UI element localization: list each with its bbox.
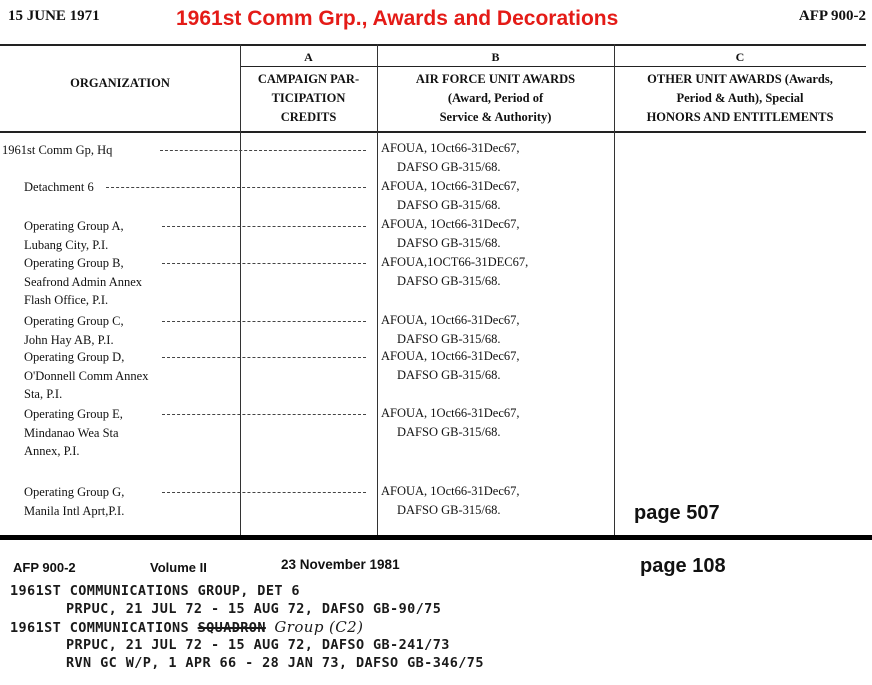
award-line: AFOUA, 1Oct66-31Dec67,	[381, 179, 520, 193]
table-row-award	[381, 482, 520, 520]
header-line: OTHER UNIT AWARDS (Awards,	[647, 72, 833, 86]
column-header-organization: ORGANIZATION	[70, 76, 170, 90]
award-line: AFOUA, 1Oct66-31Dec67,	[381, 406, 520, 420]
org-line: Operating Group A,	[24, 219, 124, 233]
award-line: AFOUA,1OCT66-31DEC67,	[381, 255, 529, 269]
header-line: (Award, Period of	[447, 91, 544, 105]
handwritten-correction: Group (C2)	[274, 618, 364, 636]
table-row-organization	[24, 348, 148, 404]
table-row-organization	[24, 217, 124, 254]
org-line: Annex, P.I.	[24, 444, 80, 458]
table-row-organization	[2, 141, 112, 160]
table-row-award	[381, 311, 520, 349]
lower-document-id: AFP 900-2	[13, 560, 76, 575]
document-id: AFP 900-2	[798, 8, 866, 24]
table-row-organization	[24, 254, 142, 310]
leader-dots	[162, 321, 366, 322]
column-header-b	[377, 70, 614, 127]
leader-dots	[162, 226, 366, 227]
leader-dots	[160, 150, 366, 151]
column-letter-b: B	[491, 50, 500, 64]
award-line: AFOUA, 1Oct66-31Dec67,	[381, 313, 520, 327]
org-line: Manila Intl Aprt,P.I.	[24, 503, 125, 518]
award-line: DAFSO GB-315/68.	[397, 425, 501, 439]
table-row-organization	[24, 312, 124, 349]
org-line: Detachment 6	[24, 180, 94, 194]
table-row-award	[381, 347, 520, 385]
org-line: Sta, P.I.	[24, 387, 63, 401]
column-letter-a: A	[304, 50, 313, 64]
header-line: Period & Auth), Special	[676, 91, 804, 105]
table-row-award	[381, 139, 520, 177]
award-line: AFOUA, 1Oct66-31Dec67,	[381, 349, 520, 363]
award-line: AFOUA, 1Oct66-31Dec67,	[381, 217, 520, 231]
header-line: TICIPATION	[271, 91, 346, 105]
header-line: AIR FORCE UNIT AWARDS	[415, 72, 576, 86]
table-row-organization	[24, 405, 123, 461]
leader-dots	[162, 357, 366, 358]
org-line: O'Donnell Comm Annex	[24, 368, 149, 383]
table-row-organization	[24, 178, 94, 197]
leader-dots	[162, 263, 366, 264]
award-line: DAFSO GB-315/68.	[397, 368, 501, 382]
entry-line	[10, 618, 363, 637]
award-line: DAFSO GB-315/68.	[397, 274, 501, 288]
org-line: Flash Office, P.I.	[24, 293, 109, 307]
lower-date: 23 November 1981	[281, 557, 400, 572]
org-line: Mindanao Wea Sta	[24, 425, 119, 440]
table-row-award	[381, 404, 520, 442]
award-line: DAFSO GB-315/68.	[397, 236, 501, 250]
header-line: Service & Authority)	[439, 110, 552, 124]
section-divider	[0, 535, 872, 540]
page-number-label: page 507	[634, 502, 720, 524]
table-row-award	[381, 215, 520, 253]
entry-line: PRPUC, 21 JUL 72 - 15 AUG 72, DAFSO GB-241/73	[66, 637, 450, 653]
page-number-label: page 108	[640, 555, 726, 577]
org-line: Lubang City, P.I.	[24, 237, 109, 252]
award-line: DAFSO GB-315/68.	[397, 503, 501, 517]
leader-dots	[162, 414, 366, 415]
document-date: 15 JUNE 1971	[8, 8, 100, 24]
award-line: AFOUA, 1Oct66-31Dec67,	[381, 484, 520, 498]
header-line: HONORS AND ENTITLEMENTS	[646, 110, 834, 124]
org-line: 1961st Comm Gp, Hq	[2, 143, 113, 157]
struck-text: SQUADRON	[197, 620, 266, 636]
lower-volume: Volume II	[150, 560, 207, 575]
header-line: CAMPAIGN PAR-	[257, 72, 360, 86]
org-line: Operating Group C,	[24, 314, 124, 328]
header-line: CREDITS	[280, 110, 337, 124]
entry-line: RVN GC W/P, 1 APR 66 - 28 JAN 73, DAFSO GB-346/75	[66, 655, 484, 671]
org-line: Operating Group D,	[24, 350, 125, 364]
org-line: John Hay AB, P.I.	[24, 332, 114, 347]
org-line: Operating Group G,	[24, 485, 125, 499]
column-header-a	[240, 70, 377, 127]
award-line: DAFSO GB-315/68.	[397, 198, 501, 212]
award-line: AFOUA, 1Oct66-31Dec67,	[381, 141, 520, 155]
entry-line: PRPUC, 21 JUL 72 - 15 AUG 72, DAFSO GB-90/75	[66, 601, 442, 617]
org-line: Operating Group B,	[24, 256, 124, 270]
entry-line: 1961ST COMMUNICATIONS GROUP, DET 6	[10, 583, 300, 599]
org-line: Seafrond Admin Annex	[24, 274, 143, 289]
table-row-organization	[24, 483, 124, 520]
org-line: Operating Group E,	[24, 407, 123, 421]
page-title: 1961st Comm Grp., Awards and Decorations	[176, 7, 619, 30]
table-row-award	[381, 177, 520, 215]
award-line: DAFSO GB-315/68.	[397, 160, 501, 174]
letter-row-rule	[240, 66, 866, 67]
award-line: DAFSO GB-315/68.	[397, 332, 501, 346]
leader-dots	[106, 187, 366, 188]
table-row-award	[381, 253, 528, 291]
header-bottom-rule	[0, 131, 866, 133]
table-top-rule	[0, 44, 866, 46]
entry-text: 1961ST COMMUNICATIONS	[10, 620, 190, 636]
column-header-c	[614, 70, 866, 127]
leader-dots	[162, 492, 366, 493]
column-letter-c: C	[735, 50, 745, 64]
